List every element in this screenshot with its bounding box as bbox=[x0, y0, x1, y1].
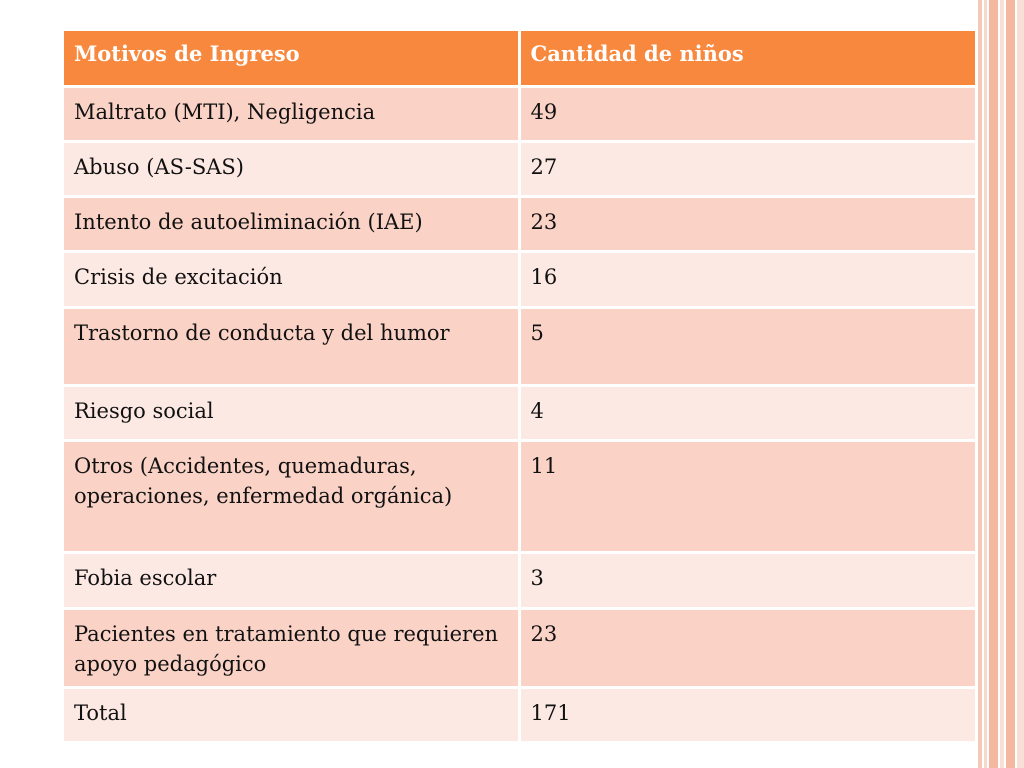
cell-cantidad: 5 bbox=[519, 308, 976, 386]
cell-motivo: Riesgo social bbox=[64, 386, 519, 441]
cell-motivo: Intento de autoeliminación (IAE) bbox=[64, 197, 519, 252]
cell-motivo: Trastorno de conducta y del humor bbox=[64, 308, 519, 386]
cell-cantidad: 16 bbox=[519, 252, 976, 308]
decorative-stripe bbox=[1000, 0, 1004, 768]
decorative-stripe bbox=[984, 0, 987, 768]
cell-cantidad: 4 bbox=[519, 386, 976, 441]
table-header-row bbox=[64, 31, 976, 87]
cell-cantidad: 11 bbox=[519, 441, 976, 553]
decorative-stripe bbox=[1006, 0, 1015, 768]
cell-motivo: Crisis de excitación bbox=[64, 252, 519, 308]
table-row bbox=[64, 386, 976, 441]
decorative-stripe bbox=[978, 0, 982, 768]
table-row bbox=[64, 252, 976, 308]
cell-motivo: Pacientes en tratamiento que requieren apoyo pedagógico bbox=[64, 609, 519, 688]
cell-cantidad: 171 bbox=[519, 688, 976, 743]
table-row bbox=[64, 609, 976, 688]
cell-cantidad: 49 bbox=[519, 87, 976, 142]
cell-cantidad: 3 bbox=[519, 553, 976, 609]
cell-motivo: Abuso (AS-SAS) bbox=[64, 142, 519, 197]
admission-reasons-table bbox=[64, 31, 978, 744]
table-row bbox=[64, 142, 976, 197]
header-motivos: Motivos de Ingreso bbox=[64, 31, 519, 87]
decorative-stripe bbox=[989, 0, 998, 768]
table-row bbox=[64, 553, 976, 609]
cell-cantidad: 23 bbox=[519, 609, 976, 688]
cell-motivo: Total bbox=[64, 688, 519, 743]
table-row bbox=[64, 441, 976, 553]
table-row-total bbox=[64, 688, 976, 743]
table-row bbox=[64, 197, 976, 252]
cell-motivo: Otros (Accidentes, quemaduras, operaciones, enfermedad orgánica) bbox=[64, 441, 519, 553]
cell-motivo: Maltrato (MTI), Negligencia bbox=[64, 87, 519, 142]
header-cantidad: Cantidad de niños bbox=[519, 31, 976, 87]
cell-cantidad: 27 bbox=[519, 142, 976, 197]
decorative-stripe bbox=[1017, 0, 1024, 768]
cell-cantidad: 23 bbox=[519, 197, 976, 252]
cell-motivo: Fobia escolar bbox=[64, 553, 519, 609]
table-row bbox=[64, 308, 976, 386]
table-row bbox=[64, 87, 976, 142]
